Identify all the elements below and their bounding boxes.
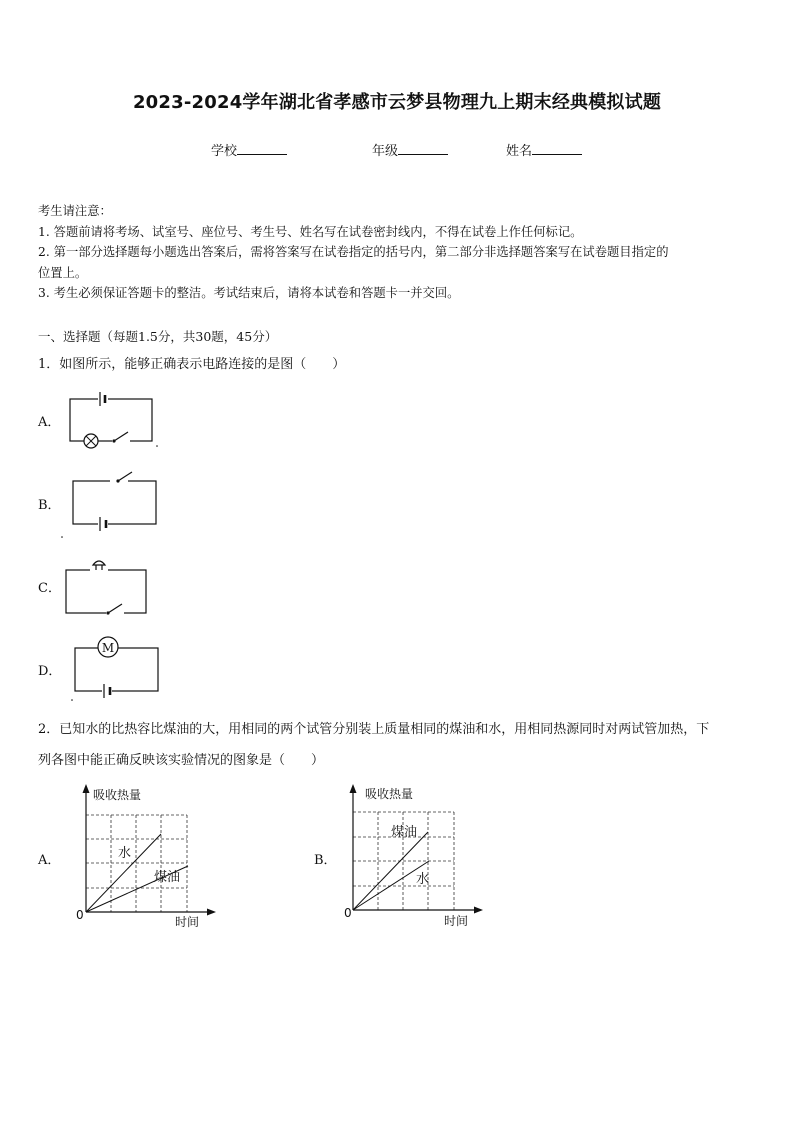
q1-option-b-label: B．: [38, 498, 61, 513]
q1-circuit-d: [60, 633, 165, 703]
q2-option-b-label: B．: [314, 853, 337, 868]
q2-option-a-label: A．: [38, 853, 61, 868]
question-2-stem-line1: 2．已知水的比热容比煤油的大，用相同的两个试管分别装上质量相同的煤油和水，用相同热源同时对两试管加热，下: [38, 722, 710, 737]
x-axis-arrow-icon: [207, 909, 216, 916]
section-heading: 一、选择题（每题1.5分，共30题，45分）: [38, 329, 278, 344]
grade-blank: [398, 142, 448, 155]
x-axis-arrow-icon: [474, 907, 483, 914]
q1-circuit-c: [60, 552, 155, 620]
note-item: 1. 答题前请将考场、试室号、座位号、考生号、姓名写在试卷密封线内，不得在试卷上作任何标记。: [38, 224, 583, 239]
series-label: 煤油: [391, 825, 418, 840]
note-item: 3. 考生必须保证答题卡的整洁。考试结束后，请将本试卷和答题卡一并交回。: [38, 286, 460, 300]
origin-label: 0: [76, 908, 84, 922]
q2-graph-a: [70, 778, 230, 930]
q1-circuit-a: [60, 388, 170, 454]
series-label: 水: [118, 846, 132, 861]
name-label: 姓名: [506, 144, 533, 159]
name-blank: [532, 142, 582, 155]
y-axis-label: 吸收热量: [93, 788, 142, 802]
notes-heading: 考生请注意：: [38, 204, 112, 218]
note-item: 2. 第一部分选择题每小题选出答案后，需将答案写在试卷指定的括号内，第二部分非选择题答案写在试卷题目指定的: [38, 245, 669, 259]
grade-field: [372, 140, 448, 159]
origin-label: 0: [344, 906, 352, 920]
school-blank: [237, 142, 287, 155]
y-axis-arrow-icon: [83, 784, 90, 793]
motor-symbol: M: [101, 641, 115, 655]
grade-label: 年级: [372, 144, 399, 159]
q1-option-a-label: A．: [38, 415, 61, 430]
y-axis-label: 吸收热量: [365, 787, 414, 801]
question-2-stem-line2: 列各图中能正确反映该实验情况的图象是（ ）: [38, 753, 325, 768]
question-1-stem: 1．如图所示，能够正确表示电路连接的是图（ ）: [38, 357, 346, 372]
series-label: 水: [416, 872, 430, 887]
page-title: 2023-2024学年湖北省孝感市云梦县物理九上期末经典模拟试题: [132, 92, 662, 113]
y-axis-arrow-icon: [350, 784, 357, 793]
bell-icon: [93, 561, 105, 565]
q1-option-c-label: C．: [38, 581, 61, 596]
school-field: [211, 140, 287, 159]
q2-graph-b: [337, 778, 497, 930]
name-field: [506, 140, 582, 159]
note-item: 位置上。: [38, 265, 88, 280]
exam-notes: [38, 201, 768, 304]
q1-circuit-b: [60, 466, 170, 541]
q1-option-d-label: D．: [38, 664, 62, 679]
series-label: 煤油: [154, 870, 181, 885]
x-axis-label: 时间: [444, 914, 469, 928]
school-label: 学校: [211, 144, 238, 159]
x-axis-label: 时间: [175, 915, 200, 929]
